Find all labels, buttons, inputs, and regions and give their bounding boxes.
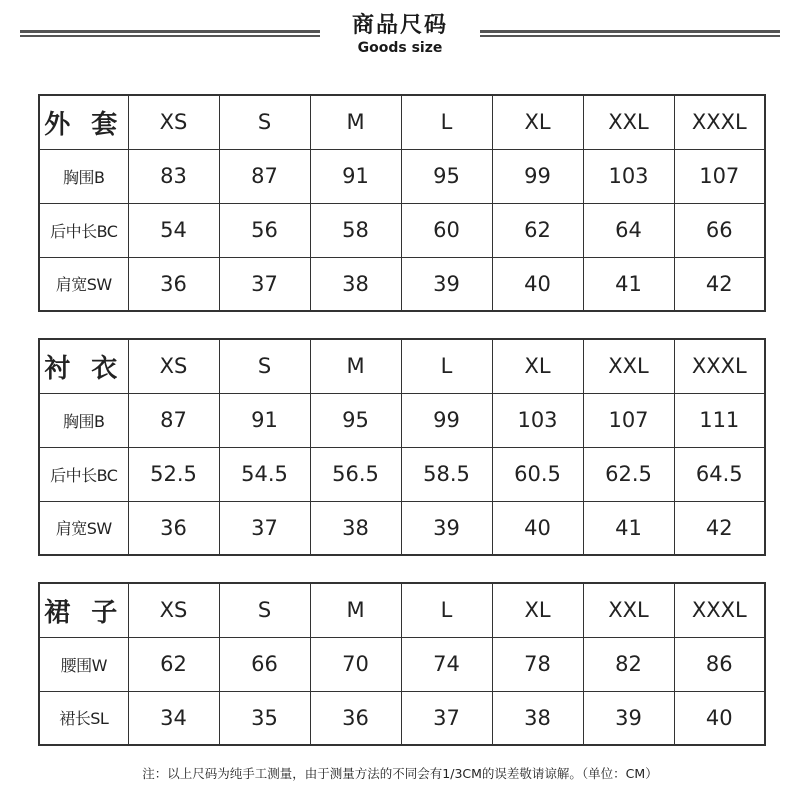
size-header: XXL — [583, 339, 674, 393]
table-cell: 111 — [674, 393, 765, 447]
size-header: S — [219, 339, 310, 393]
table-cell: 39 — [401, 257, 492, 311]
size-header: XS — [128, 339, 219, 393]
page-subtitle: Goods size — [357, 40, 443, 56]
table-header-row — [39, 95, 765, 149]
measure-label: 胸围B — [39, 393, 128, 447]
size-header: XXXL — [674, 95, 765, 149]
table-cell: 35 — [219, 691, 310, 745]
category-label: 裙 子 — [39, 583, 128, 637]
table-cell: 87 — [219, 149, 310, 203]
size-header: XL — [492, 95, 583, 149]
table-cell: 38 — [310, 501, 401, 555]
measure-label: 后中长BC — [39, 447, 128, 501]
table-cell: 36 — [128, 501, 219, 555]
table-cell: 62 — [128, 637, 219, 691]
table-cell: 95 — [401, 149, 492, 203]
size-header: XS — [128, 583, 219, 637]
table-cell: 38 — [310, 257, 401, 311]
table-cell: 87 — [128, 393, 219, 447]
size-header: XXL — [583, 95, 674, 149]
table-cell: 36 — [310, 691, 401, 745]
table-cell: 62.5 — [583, 447, 674, 501]
table-cell: 54.5 — [219, 447, 310, 501]
measure-label: 裙长SL — [39, 691, 128, 745]
table-cell: 91 — [219, 393, 310, 447]
table-cell: 37 — [219, 257, 310, 311]
size-header: M — [310, 583, 401, 637]
size-header: XL — [492, 583, 583, 637]
table-header-row — [39, 583, 765, 637]
table-row — [39, 637, 765, 691]
table-cell: 83 — [128, 149, 219, 203]
table-row — [39, 691, 765, 745]
table-cell: 37 — [219, 501, 310, 555]
table-cell: 82 — [583, 637, 674, 691]
measure-label: 肩宽SW — [39, 257, 128, 311]
measure-label: 肩宽SW — [39, 501, 128, 555]
table-cell: 42 — [674, 257, 765, 311]
table-row — [39, 393, 765, 447]
table-row — [39, 501, 765, 555]
table-cell: 58.5 — [401, 447, 492, 501]
table-cell: 41 — [583, 501, 674, 555]
size-header: M — [310, 339, 401, 393]
table-cell: 60 — [401, 203, 492, 257]
header — [0, 0, 800, 70]
measure-label: 后中长BC — [39, 203, 128, 257]
size-header: L — [401, 583, 492, 637]
table-cell: 40 — [492, 501, 583, 555]
size-table-shirt — [38, 338, 766, 556]
table-cell: 103 — [583, 149, 674, 203]
size-header: XXL — [583, 583, 674, 637]
size-header: S — [219, 95, 310, 149]
table-row — [39, 257, 765, 311]
table-cell: 95 — [310, 393, 401, 447]
table-cell: 56.5 — [310, 447, 401, 501]
size-header: XXXL — [674, 339, 765, 393]
table-cell: 60.5 — [492, 447, 583, 501]
table-cell: 70 — [310, 637, 401, 691]
table-cell: 39 — [583, 691, 674, 745]
table-cell: 107 — [674, 149, 765, 203]
table-cell: 99 — [401, 393, 492, 447]
table-cell: 66 — [219, 637, 310, 691]
table-row — [39, 447, 765, 501]
size-header: L — [401, 95, 492, 149]
table-cell: 39 — [401, 501, 492, 555]
table-cell: 62 — [492, 203, 583, 257]
category-label: 外 套 — [39, 95, 128, 149]
table-cell: 78 — [492, 637, 583, 691]
size-table-skirt — [38, 582, 766, 746]
size-header: L — [401, 339, 492, 393]
table-header-row — [39, 339, 765, 393]
measure-label: 腰围W — [39, 637, 128, 691]
table-cell: 36 — [128, 257, 219, 311]
table-cell: 40 — [492, 257, 583, 311]
size-table-coat — [38, 94, 766, 312]
table-row — [39, 149, 765, 203]
table-cell: 40 — [674, 691, 765, 745]
table-cell: 64.5 — [674, 447, 765, 501]
table-cell: 41 — [583, 257, 674, 311]
table-cell: 56 — [219, 203, 310, 257]
table-cell: 91 — [310, 149, 401, 203]
table-cell: 99 — [492, 149, 583, 203]
size-header: S — [219, 583, 310, 637]
table-row — [39, 203, 765, 257]
table-cell: 103 — [492, 393, 583, 447]
table-cell: 54 — [128, 203, 219, 257]
footnote: 注：以上尺码为纯手工测量，由于测量方法的不同会有1/3CM的误差敬请谅解。（单位：CM） — [142, 766, 658, 781]
table-cell: 38 — [492, 691, 583, 745]
table-cell: 66 — [674, 203, 765, 257]
size-header: XXXL — [674, 583, 765, 637]
table-cell: 107 — [583, 393, 674, 447]
table-cell: 86 — [674, 637, 765, 691]
measure-label: 胸围B — [39, 149, 128, 203]
table-cell: 42 — [674, 501, 765, 555]
size-header: XL — [492, 339, 583, 393]
table-cell: 34 — [128, 691, 219, 745]
table-cell: 58 — [310, 203, 401, 257]
table-cell: 52.5 — [128, 447, 219, 501]
table-cell: 74 — [401, 637, 492, 691]
page-title: 商品尺码 — [351, 13, 448, 38]
size-header: M — [310, 95, 401, 149]
table-cell: 37 — [401, 691, 492, 745]
table-cell: 64 — [583, 203, 674, 257]
size-header: XS — [128, 95, 219, 149]
category-label: 衬 衣 — [39, 339, 128, 393]
